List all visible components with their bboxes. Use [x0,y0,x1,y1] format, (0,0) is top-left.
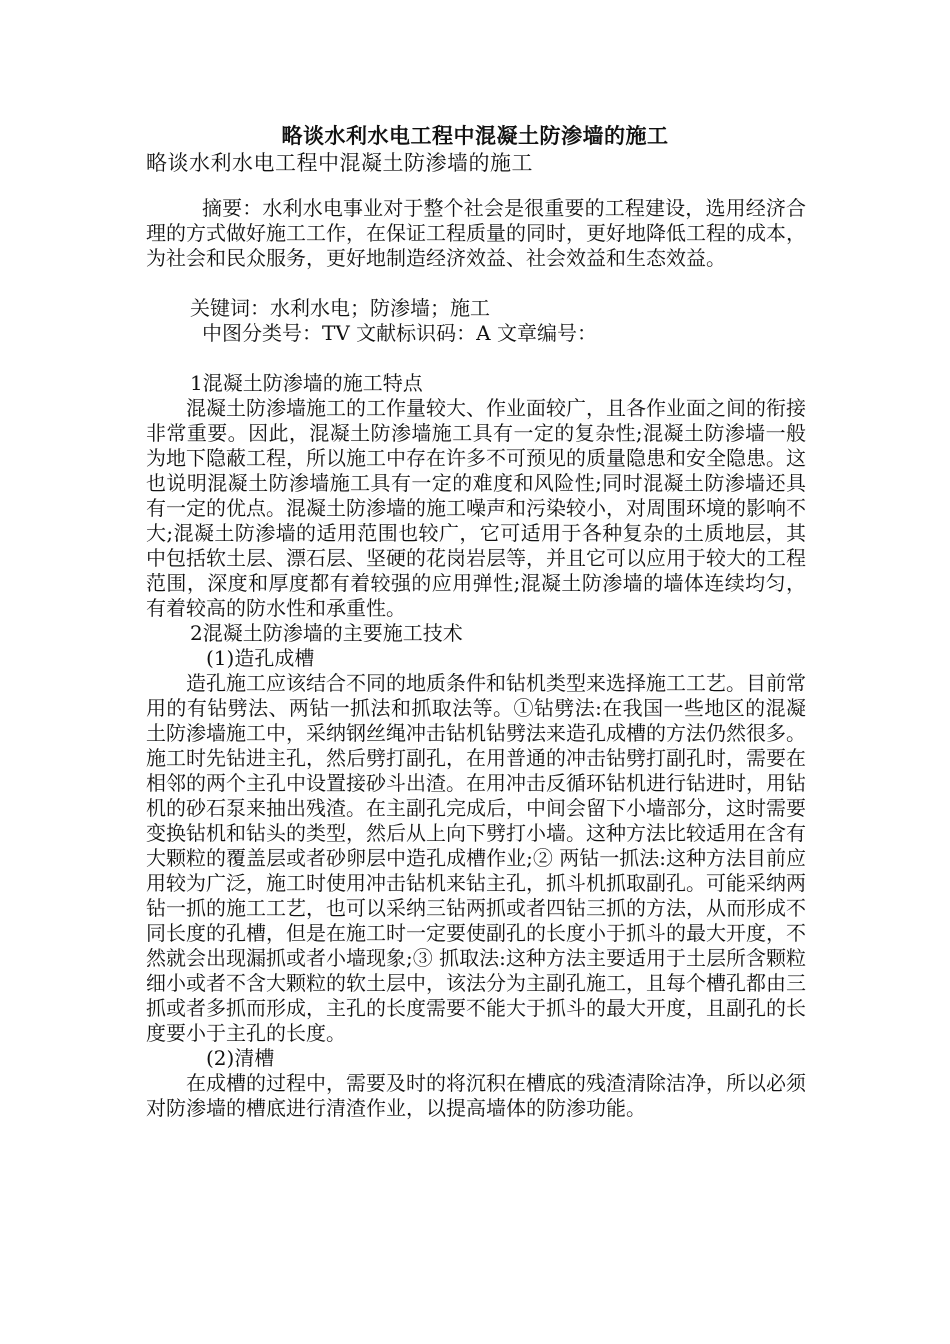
subsection-1-paragraph: 造孔施工应该结合不同的地质条件和钻机类型来选择施工工艺。目前常用的有钻劈法、两钻一抓法和抓取法等。①钻劈法:在我国一些地区的混凝土防渗墙施工中，采纳钢丝绳冲击钻机钻劈法来造孔成槽的方法仍然很多。施工时先钻进主孔，然后劈打副孔，在用普通的冲击钻劈打副孔时，需要在相邻的两个主孔中设置接砂斗出渣。在用冲击反循环钻机进行钻进时，用钻机的砂石泵来抽出残渣。在主副孔完成后，中间会留下小墙部分，这时需要变换钻机和钻头的类型，然后从上向下劈打小墙。这种方法比较适用在含有大颗粒的覆盖层或者砂卵层中造孔成槽作业;② 两钻一抓法:这种方法目前应用较为广泛，施工时使用冲击钻机来钻主孔，抓斗机抓取副孔。可能采纳两钻一抓的施工工艺，也可以采纳三钻两抓或者四钻三抓的方法，从而形成不同长度的孔槽，但是在施工时一定要使副孔的长度小于抓斗的最大开度，不然就会出现漏抓或者小墙现象;③ 抓取法:这种方法主要适用于土层所含颗粒细小或者不含大颗粒的软土层中，该法分为主副孔施工，且每个槽孔都由三抓或者多抓而形成，主孔的长度需要不能大于抓斗的最大开度，且副孔的长度要小于主孔的长度。 [146,671,806,1045]
classification-line: 中图分类号：TV 文献标识码：A 文章编号： [202,321,597,345]
keywords-line: 关键词：水利水电；防渗墙；施工 [190,296,490,320]
subsection-1-heading: (1)造孔成槽 [206,646,315,670]
document-body [146,196,806,1121]
section-1-paragraph: 混凝土防渗墙施工的工作量较大、作业面较广，且各作业面之间的衔接非常重要。因此，混凝土防渗墙施工具有一定的复杂性;混凝土防渗墙一般为地下隐蔽工程，所以施工中存在许多不可预见的质量隐患和安全隐患。这也说明混凝土防渗墙施工具有一定的难度和风险性;同时混凝土防渗墙还具有一定的优点。混凝土防渗墙的施工噪声和污染较小，对周围环境的影响不大;混凝土防渗墙的适用范围也较广，它可适用于各种复杂的土质地层，其中包括软土层、漂石层、坚硬的花岗岩层等，并且它可以应用于较大的工程范围，深度和厚度都有着较强的应用弹性;混凝土防渗墙的墙体连续均匀，有着较高的防水性和承重性。 [146,396,806,620]
document-title: 略谈水利水电工程中混凝土防渗墙的施工 [281,123,669,148]
subsection-2-paragraph: 在成槽的过程中，需要及时的将沉积在槽底的残渣清除洁净，所以必须对防渗墙的槽底进行清渣作业，以提高墙体的防渗功能。 [146,1071,806,1120]
document-subtitle: 略谈水利水电工程中混凝土防渗墙的施工 [146,151,533,175]
subsection-2-heading: (2)清槽 [206,1046,275,1070]
abstract-paragraph: 摘要：水利水电事业对于整个社会是很重要的工程建设，选用经济合理的方式做好施工工作，在保证工程质量的同时，更好地降低工程的成本，为社会和民众服务，更好地制造经济效益、社会效益和生态效益。 [146,196,806,270]
section-2-heading: 2混凝土防渗墙的主要施工技术 [190,621,463,645]
section-1-heading: 1混凝土防渗墙的施工特点 [190,371,423,395]
